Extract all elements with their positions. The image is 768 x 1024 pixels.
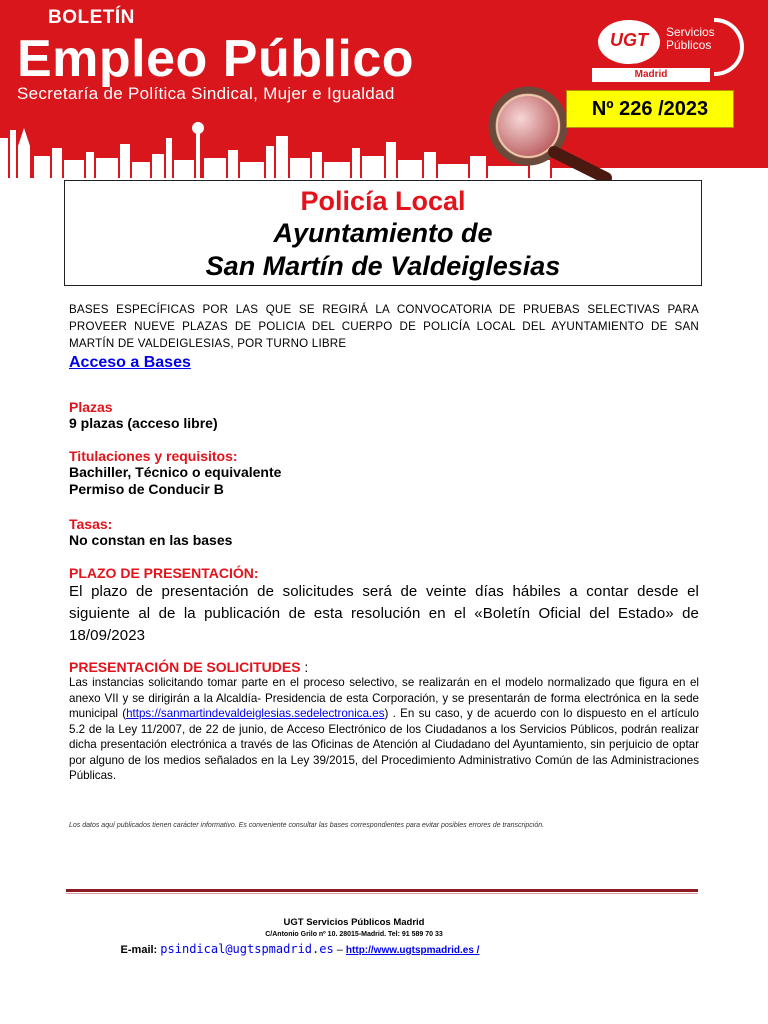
bulletin-subtitle: Secretaría de Política Sindical, Mujer e Igualdad [17, 84, 395, 103]
solicitudes-heading: PRESENTACIÓN DE SOLICITUDES [69, 659, 301, 675]
footer-org: UGT Servicios Públicos Madrid [283, 917, 425, 928]
solicitudes-colon: : [300, 659, 309, 675]
footer-separator: – [333, 944, 346, 956]
titulaciones-line-2: Permiso de Conducir B [69, 481, 224, 497]
footer-divider-light [66, 893, 698, 894]
bulletin-title: Empleo Público [17, 30, 415, 88]
solicitudes-text: Las instancias solicitando tomar parte en el proceso selectivo, se realizarán en el modelo normalizado que figura en el anexo VII y se dirigirán a la Alcaldía- Presidencia de esta Corporación, y se presentarán de forma electrónica en la sede municipal (https://sanmartindevaldeiglesias.sedelectronica.es) . En su caso, y de acuerdo con lo dispuesto en el artículo 5.2 de la Ley 11/2007, de 22 de junio, de Acceso Electrónico de los Ciudadanos a los Servicios Públicos, podrán realizar dicha presentación electrónica a través de las Oficinas de Atención al Ciudadano del Ayuntamiento, sin perjuicio de optar por alguno de los medios señalados en la Ley 39/2015, del Procedimiento Administrativo Común de las Administraciones Públicas. [69, 676, 699, 782]
footer-web-link[interactable]: http://www.ugtspmadrid.es / [345, 945, 480, 956]
titulaciones-line-1: Bachiller, Técnico o equivalente [69, 464, 282, 480]
plazo-section [69, 565, 699, 647]
ugt-logo-madrid: Madrid [592, 68, 710, 82]
plazas-section [69, 399, 699, 432]
ugt-logo-services-text: Servicios Públicos [666, 25, 715, 52]
solicitudes-heading-line [69, 659, 699, 675]
tasas-section [69, 516, 699, 549]
solicitudes-section [69, 659, 699, 784]
title-ayuntamiento: Ayuntamiento de [273, 218, 493, 248]
acceso-bases-link[interactable]: Acceso a Bases [69, 354, 191, 371]
tasas-heading: Tasas: [69, 516, 113, 532]
ugt-logo [592, 12, 744, 82]
header-banner [0, 0, 768, 178]
ugt-logo-badge: UGT [598, 20, 660, 64]
footer-address: C/Antonio Grilo nº 10. 28015-Madrid. Tel: 91 589 70 33 [265, 931, 443, 938]
title-policia-local: Policía Local [300, 186, 466, 216]
titulaciones-heading: Titulaciones y requisitos: [69, 448, 238, 464]
footer-contact [0, 942, 684, 956]
ugt-logo-arc [714, 18, 744, 76]
title-municipality: San Martín de Valdeiglesias [205, 251, 561, 281]
sede-electronica-link[interactable]: https://sanmartindevaldeiglesias.sedelectronica.es [126, 707, 385, 720]
footer-email-link[interactable]: psindical@ugtspmadrid.es [160, 942, 334, 956]
titulaciones-section [69, 448, 699, 498]
plazo-heading: PLAZO DE PRESENTACIÓN: [69, 565, 259, 581]
title-box [64, 180, 702, 286]
plazas-heading: Plazas [69, 399, 113, 415]
issue-number: Nº 226 /2023 [566, 90, 734, 128]
bases-description: BASES ESPECÍFICAS POR LAS QUE SE REGIRÁ LA CONVOCATORIA DE PRUEBAS SELECTIVAS PARA PROVEER NUEVE PLAZAS DE POLICIA DEL CUERPO DE POLICÍA LOCAL DEL AYUNTAMIENTO DE SAN MARTÍN DE VALDEIGLESIAS, POR TURNO LIBRE [69, 303, 699, 350]
tasas-value: No constan en las bases [69, 532, 233, 548]
plazo-text: El plazo de presentación de solicitudes será de veinte días hábiles a contar desde el siguiente al de la publicación de esta resolución en el «Boletín Oficial del Estado» de 18/09/2023 [69, 583, 699, 644]
disclaimer: Los datos aquí publicados tienen carácter informativo. Es conveniente consultar las bases correspondientes para evitar posibles errores de transcripción. [69, 822, 545, 829]
bulletin-kicker: BOLETÍN [48, 7, 135, 28]
plazas-value: 9 plazas (acceso libre) [69, 415, 218, 431]
footer-email-label: E-mail: [120, 944, 158, 956]
footer-divider [66, 889, 698, 892]
